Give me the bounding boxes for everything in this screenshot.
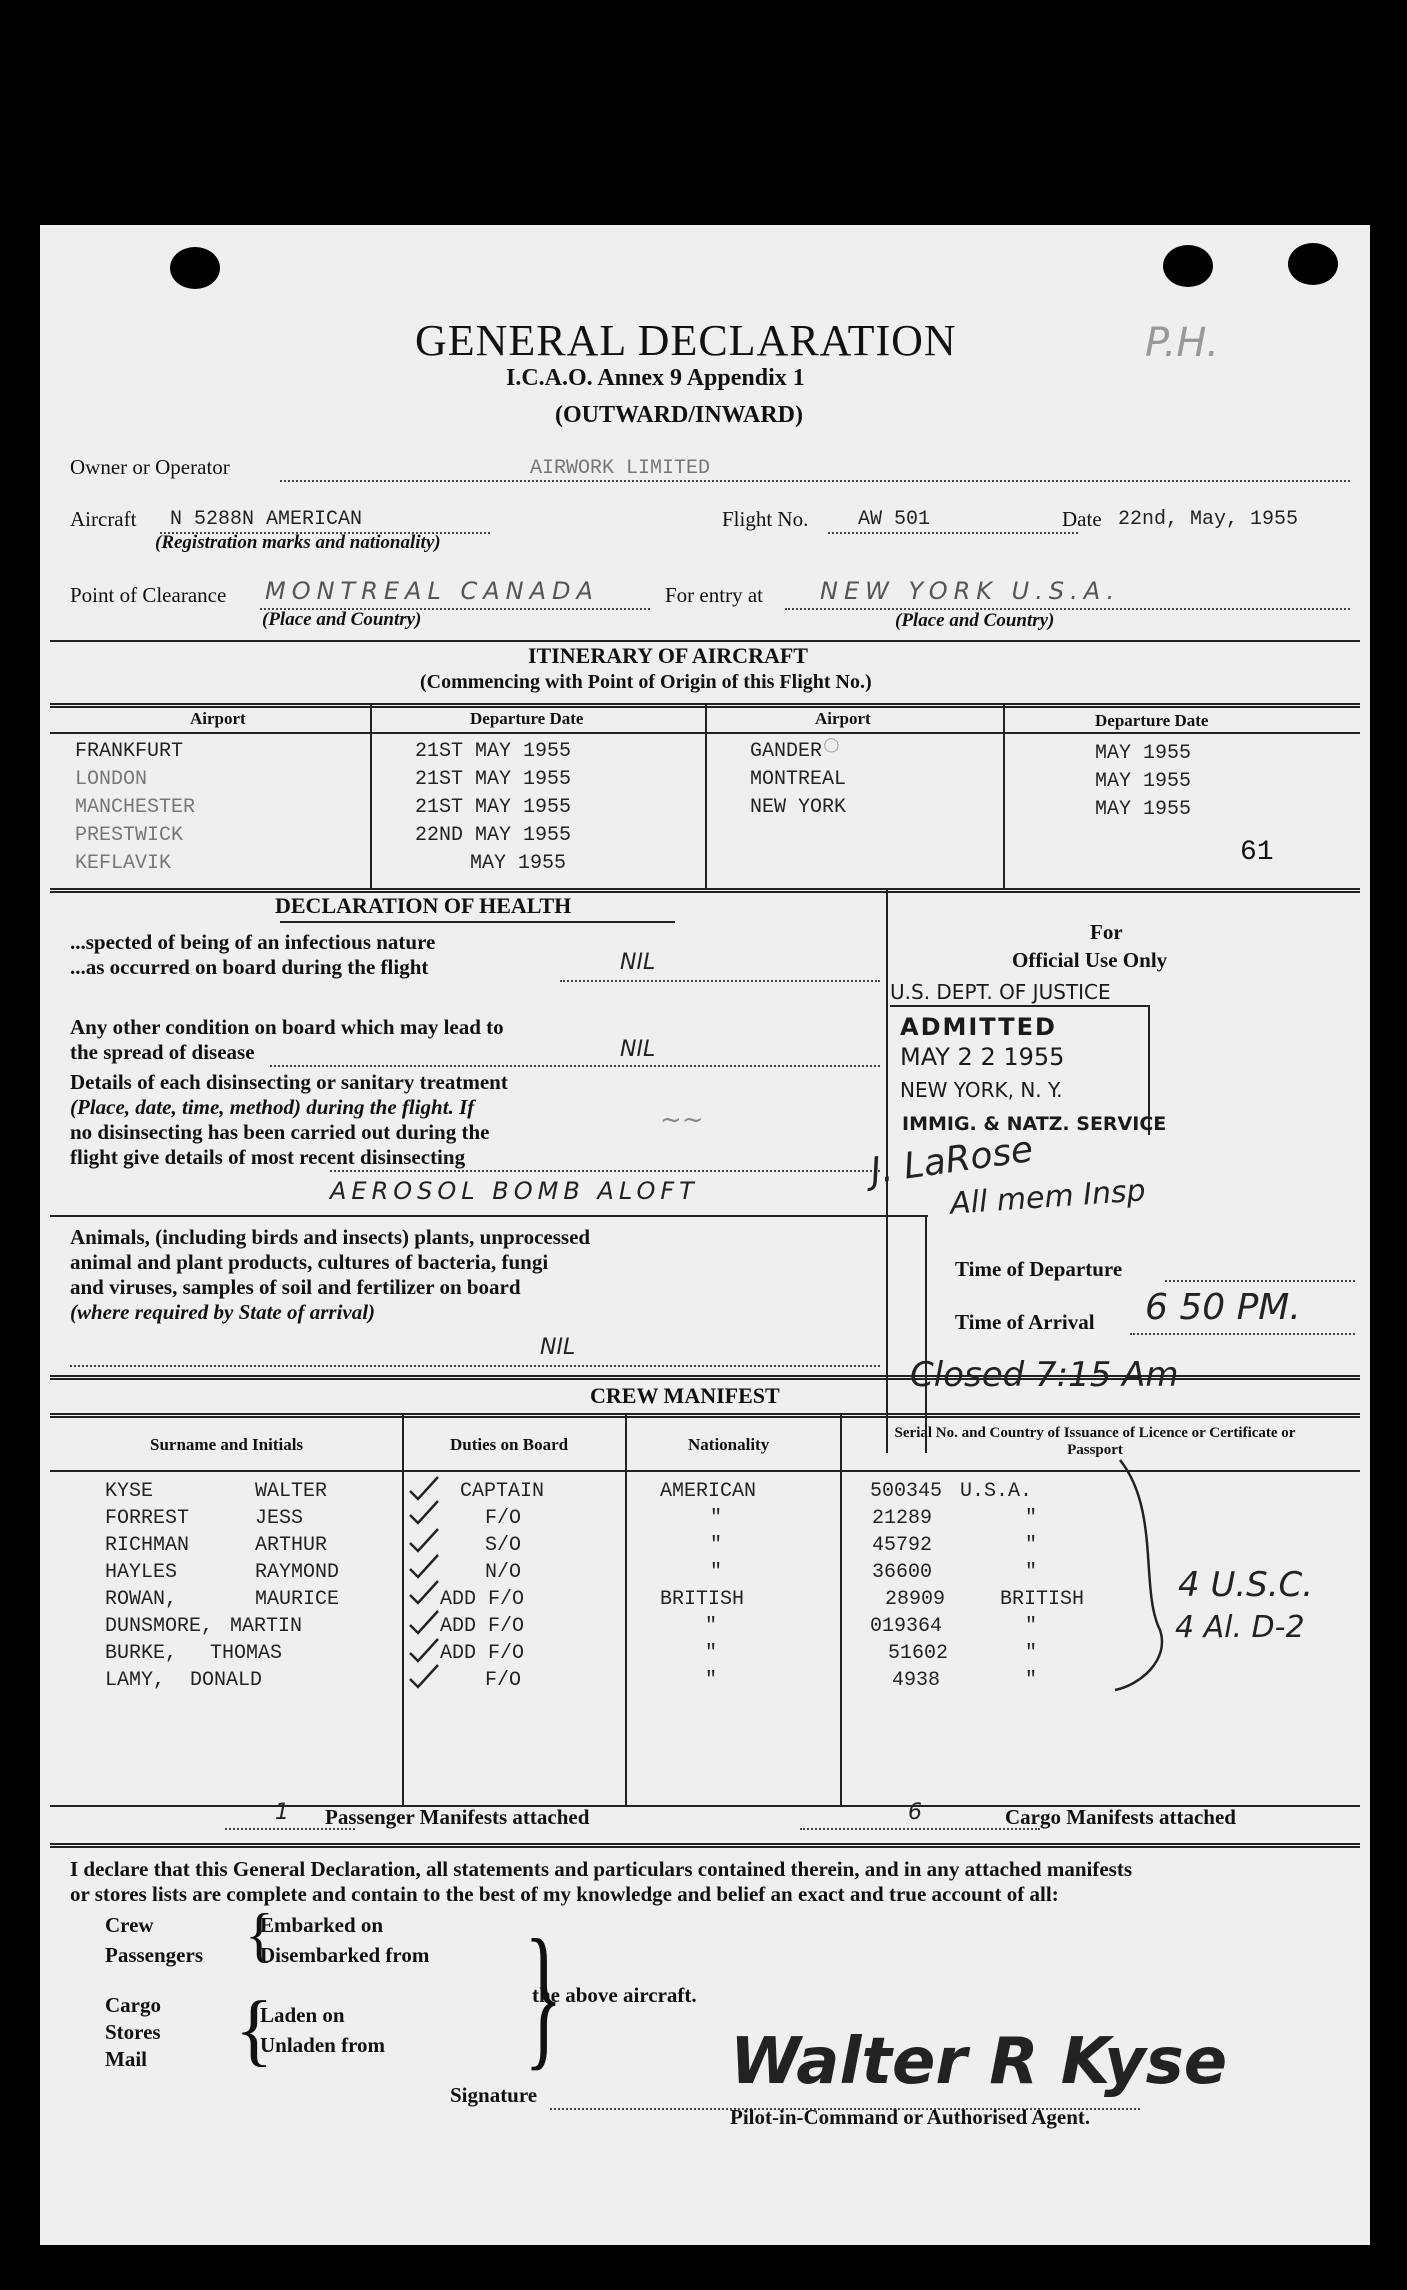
entry-caption: (Place and Country) bbox=[895, 610, 1055, 631]
crew-col-serial: Serial No. and Country of Issuance of Licence or Certificate or Passport bbox=[894, 1425, 1296, 1458]
itinerary-airport: FRANKFURT bbox=[75, 740, 184, 763]
above-aircraft-label: the above aircraft. bbox=[532, 1983, 697, 2007]
punch-hole bbox=[1163, 245, 1213, 287]
crew-duty: F/O bbox=[485, 1507, 522, 1530]
crew-nationality: " bbox=[710, 1534, 723, 1557]
unladen-label: Unladen from bbox=[260, 2033, 386, 2057]
health-q3: Details of each disinsecting or sanitary treatment bbox=[70, 1070, 508, 1094]
punch-hole bbox=[1288, 243, 1338, 285]
signature-label: Signature bbox=[450, 2083, 538, 2107]
crew-initials: MAURICE bbox=[255, 1588, 340, 1611]
crew-country: " bbox=[1025, 1615, 1038, 1638]
crew-nationality: " bbox=[710, 1507, 723, 1530]
itinerary-col-date: Departure Date bbox=[470, 709, 584, 728]
crew-initials: JESS bbox=[255, 1507, 304, 1530]
itinerary-airport: NEW YORK bbox=[750, 796, 847, 819]
crew-surname: FORREST bbox=[105, 1507, 190, 1530]
stores-label: Stores bbox=[105, 2020, 161, 2044]
crew-duty: ADD F/O bbox=[440, 1642, 525, 1665]
health-q3-answer: AEROSOL BOMB ALOFT bbox=[330, 1177, 699, 1205]
cargo-label: Cargo bbox=[105, 1993, 161, 2017]
crew-duty: S/O bbox=[485, 1534, 522, 1557]
flight-label: Flight No. bbox=[722, 507, 809, 531]
crew-serial: 51602 bbox=[888, 1642, 949, 1665]
clearance-value: MONTREAL CANADA bbox=[265, 577, 599, 605]
crew-col-name: Surname and Initials bbox=[150, 1435, 304, 1454]
laden-label: Laden on bbox=[260, 2003, 345, 2027]
date-value: 22nd, May, 1955 bbox=[1118, 508, 1299, 531]
owner-value: AIRWORK LIMITED bbox=[530, 457, 711, 480]
health-q1: ...as occurred on board during the flight bbox=[70, 955, 429, 979]
crew-duty: ADD F/O bbox=[440, 1588, 525, 1611]
page-number: 61 bbox=[1240, 837, 1274, 868]
captain-signature: Walter R Kyse bbox=[730, 2025, 1228, 2099]
official-title: Official Use Only bbox=[1012, 948, 1168, 972]
declaration-form: GENERAL DECLARATION I.C.A.O. Annex 9 Appendix 1 (OUTWARD/INWARD) P.H. Owner or Operator AIRWORK LIMITED Aircraft N 5288N AMERICAN (Registration marks and nationality) Flight No. AW 501 Date 22nd, May, 1955 Point of Clearance MONTREAL CANADA (Place and Country) For entry at NEW YORK U.S.A. (Place and Country) ITINERARY OF AIRCRAFT (Commencing with Point of Origin of this Flight No.) Airport Departure Date Airport Departure Date FRANKFURT 21ST MAY 1955 GANDER MAY 1955 LONDON 21ST MAY 1955 MONTREAL MAY 1955 MANCHESTER 21ST MAY 1955 NEW YORK MAY 1955 PRESTWICK 22ND MAY 1955 KEFLAVIK MAY 1955 61 ◯ DECLARATION OF HEALTH ...spected of being of an infectious nature ...as occurred on board during the flight NIL Any other condition on board which may lead to the spread of disease NIL Details of each disinsecting or sanitary treatment (Place, date, time, method) during the flight. If no disinsecting has been carried out during the flight give details of most recent disinsecting AEROSOL BOMB ALOFT ~~ Animals, (including birds and insects) plants, unprocessed animal and plant products, cultures of bacteria, fungi and viruses, samples of soil and fertilizer on board (where required by State of arrival) NIL For Official Use Only U.S. DEPT. OF JUSTICE ADMITTED MAY 2 2 1955 NEW YORK, N. Y. IMMIG. & NATZ. SERVICE J. LaRose All mem Insp Time of Departure Time of Arrival 6 50 PM. Closed 7:15 Am CREW MANIFEST Surname and Initials Duties on Board Nationality Serial No. and Country of Issuance of Licence or Certificate or Passport KYSE WALTER CAPTAIN AMERICAN 500345 U.S.A. FORREST JESS F/O " 21289 " RICHMAN ARTHUR S/O " 45792 " HAYLES RAYMOND N/O " 36600 " ROWAN, MAURICE ADD F/O BRITISH 28909 BRITISH DUNSMORE, MARTIN ADD F/O " 019364 " BURKE, THOMAS ADD F/O " 51602 " LAMY, DONALD F/O " 4938 " 4 U.S.C. 4 Al. D-2 1 Passenger Manifests attached 6 Cargo Manifests attached I declare that this General Declaration, all statements and particulars contained therein, and in any attached manifests or stores lists are complete and contain to the best of my knowledge and belief an exact and true account of all: Crew Passengers { Embarked on Disembarked from Cargo Stores Mail { Laden on Unladen from } the above aircraft. Signature Walter R Kyse Pilot-in-Command or Authorised Agent. bbox=[40, 225, 1370, 2245]
time-arrival-value: 6 50 PM. bbox=[1145, 1287, 1301, 1328]
crew-surname: BURKE, bbox=[105, 1642, 178, 1665]
closed-note: Closed 7:15 Am bbox=[910, 1355, 1179, 1395]
clearance-caption: (Place and Country) bbox=[262, 609, 422, 630]
itinerary-col-date-2: Departure Date bbox=[1095, 711, 1209, 730]
crew-surname: LAMY, bbox=[105, 1669, 166, 1692]
time-departure-label: Time of Departure bbox=[955, 1257, 1123, 1281]
declaration-text: I declare that this General Declaration, all statements and particulars contained therein, and in any attached manifests bbox=[70, 1857, 1133, 1881]
crew-nationality: " bbox=[705, 1642, 718, 1665]
declaration-text: or stores lists are complete and contain to the best of my knowledge and belief an exact and true account of all: bbox=[70, 1882, 1059, 1906]
crew-serial: 21289 bbox=[872, 1507, 933, 1530]
circular-stamp-icon: ◯ bbox=[820, 734, 843, 757]
itinerary-title: ITINERARY OF AIRCRAFT bbox=[528, 643, 808, 668]
health-q4: (where required by State of arrival) bbox=[70, 1300, 376, 1324]
itinerary-col-airport-2: Airport bbox=[815, 709, 871, 728]
stamp-city: NEW YORK, N. Y. bbox=[900, 1078, 1063, 1102]
embarked-label: Embarked on bbox=[260, 1913, 384, 1937]
crew-surname: RICHMAN bbox=[105, 1534, 190, 1557]
crew-nationality: " bbox=[710, 1561, 723, 1584]
crew-serial: 019364 bbox=[870, 1615, 943, 1638]
aircraft-caption: (Registration marks and nationality) bbox=[155, 532, 441, 553]
stamp-service: IMMIG. & NATZ. SERVICE bbox=[902, 1113, 1167, 1135]
health-q3: no disinsecting has been carried out during the bbox=[70, 1120, 490, 1144]
time-arrival-label: Time of Arrival bbox=[955, 1310, 1095, 1334]
form-subtitle: I.C.A.O. Annex 9 Appendix 1 bbox=[506, 365, 805, 391]
stamp-admitted: ADMITTED bbox=[900, 1013, 1057, 1041]
crew-country: U.S.A. bbox=[960, 1480, 1033, 1503]
crew-initials: THOMAS bbox=[210, 1642, 283, 1665]
crew-duty: ADD F/O bbox=[440, 1615, 525, 1638]
itinerary-date: 21ST MAY 1955 bbox=[415, 768, 572, 791]
official-title: For bbox=[1090, 920, 1123, 944]
initials-mark: ~~ bbox=[660, 1105, 704, 1135]
passengers-label: Passengers bbox=[105, 1943, 203, 1967]
cargo-manifest-label: Cargo Manifests attached bbox=[1005, 1805, 1236, 1829]
itinerary-col-airport: Airport bbox=[190, 709, 246, 728]
itinerary-date: MAY 1955 bbox=[470, 852, 567, 875]
itinerary-date: 22ND MAY 1955 bbox=[415, 824, 572, 847]
crew-initials: ARTHUR bbox=[255, 1534, 328, 1557]
crew-duty: N/O bbox=[485, 1561, 522, 1584]
health-q3: (Place, date, time, method) during the flight. If bbox=[70, 1095, 475, 1119]
margin-note: 4 U.S.C. bbox=[1178, 1565, 1314, 1605]
crew-country: " bbox=[1025, 1507, 1038, 1530]
mail-label: Mail bbox=[105, 2047, 147, 2071]
entry-label: For entry at bbox=[665, 583, 763, 607]
flight-value: AW 501 bbox=[858, 508, 931, 531]
itinerary-airport: GANDER bbox=[750, 740, 823, 763]
itinerary-airport: KEFLAVIK bbox=[75, 852, 172, 875]
form-direction: (OUTWARD/INWARD) bbox=[555, 402, 804, 428]
crew-duty: F/O bbox=[485, 1669, 522, 1692]
health-q2: the spread of disease bbox=[70, 1040, 255, 1064]
crew-initials: WALTER bbox=[255, 1480, 328, 1503]
crew-title: CREW MANIFEST bbox=[590, 1383, 780, 1408]
margin-mark: P.H. bbox=[1145, 320, 1220, 366]
crew-duty: CAPTAIN bbox=[460, 1480, 545, 1503]
itinerary-date: MAY 1955 bbox=[1095, 770, 1192, 793]
crew-nationality: AMERICAN bbox=[660, 1480, 757, 1503]
crew-serial: 500345 bbox=[870, 1480, 943, 1503]
itinerary-subtitle: (Commencing with Point of Origin of this Flight No.) bbox=[420, 671, 872, 693]
stamp-dept: U.S. DEPT. OF JUSTICE bbox=[890, 980, 1111, 1004]
crew-nationality: BRITISH bbox=[660, 1588, 745, 1611]
health-q1-answer: NIL bbox=[620, 950, 656, 975]
crew-surname: ROWAN, bbox=[105, 1588, 178, 1611]
itinerary-airport: MANCHESTER bbox=[75, 796, 196, 819]
punch-hole bbox=[170, 247, 220, 289]
entry-value: NEW YORK U.S.A. bbox=[820, 577, 1121, 605]
health-q4: and viruses, samples of soil and fertilizer on board bbox=[70, 1275, 521, 1299]
health-q3: flight give details of most recent disinsecting bbox=[70, 1145, 466, 1169]
aircraft-value: N 5288N AMERICAN bbox=[170, 508, 363, 531]
crew-serial: 36600 bbox=[872, 1561, 933, 1584]
crew-surname: DUNSMORE, bbox=[105, 1615, 214, 1638]
health-q1: ...spected of being of an infectious nature bbox=[70, 930, 436, 954]
itinerary-date: MAY 1955 bbox=[1095, 742, 1192, 765]
itinerary-date: 21ST MAY 1955 bbox=[415, 796, 572, 819]
check-marks bbox=[400, 1465, 460, 1705]
itinerary-airport: MONTREAL bbox=[750, 768, 847, 791]
inspector-signature: J. LaRose bbox=[867, 1128, 1036, 1193]
clearance-label: Point of Clearance bbox=[70, 583, 227, 607]
inspector-note: All mem Insp bbox=[949, 1173, 1147, 1222]
handwritten-bracket bbox=[1100, 1450, 1190, 1700]
crew-serial: 45792 bbox=[872, 1534, 933, 1557]
health-q4: Animals, (including birds and insects) plants, unprocessed bbox=[70, 1225, 591, 1249]
disembarked-label: Disembarked from bbox=[260, 1943, 430, 1967]
crew-initials: DONALD bbox=[190, 1669, 263, 1692]
itinerary-airport: PRESTWICK bbox=[75, 824, 184, 847]
crew-col-duties: Duties on Board bbox=[450, 1435, 569, 1454]
cargo-manifest-count: 6 bbox=[908, 1800, 922, 1825]
aircraft-label: Aircraft bbox=[70, 507, 137, 531]
owner-label: Owner or Operator bbox=[70, 455, 230, 479]
health-q2-answer: NIL bbox=[620, 1037, 656, 1062]
margin-note: 4 Al. D-2 bbox=[1175, 1610, 1305, 1645]
crew-initials: MARTIN bbox=[230, 1615, 303, 1638]
health-q4-answer: NIL bbox=[540, 1335, 576, 1360]
crew-nationality: " bbox=[705, 1615, 718, 1638]
crew-country: " bbox=[1025, 1642, 1038, 1665]
crew-serial: 28909 bbox=[885, 1588, 946, 1611]
date-label: Date bbox=[1062, 507, 1102, 531]
crew-country: " bbox=[1025, 1669, 1038, 1692]
crew-country: " bbox=[1025, 1561, 1038, 1584]
crew-initials: RAYMOND bbox=[255, 1561, 340, 1584]
health-q2: Any other condition on board which may lead to bbox=[70, 1015, 504, 1039]
crew-country: " bbox=[1025, 1534, 1038, 1557]
signature-caption: Pilot-in-Command or Authorised Agent. bbox=[730, 2105, 1091, 2129]
crew-surname: HAYLES bbox=[105, 1561, 178, 1584]
passenger-manifest-label: Passenger Manifests attached bbox=[325, 1805, 590, 1829]
crew-surname: KYSE bbox=[105, 1480, 154, 1503]
stamp-date: MAY 2 2 1955 bbox=[900, 1043, 1065, 1071]
crew-label: Crew bbox=[105, 1913, 154, 1937]
itinerary-airport: LONDON bbox=[75, 768, 148, 791]
passenger-manifest-count: 1 bbox=[275, 1800, 289, 1825]
crew-nationality: " bbox=[705, 1669, 718, 1692]
itinerary-date: 21ST MAY 1955 bbox=[415, 740, 572, 763]
crew-serial: 4938 bbox=[892, 1669, 941, 1692]
crew-col-nationality: Nationality bbox=[688, 1435, 770, 1454]
crew-country: BRITISH bbox=[1000, 1588, 1085, 1611]
form-title: GENERAL DECLARATION bbox=[415, 316, 957, 365]
health-title: DECLARATION OF HEALTH bbox=[275, 893, 572, 918]
itinerary-date: MAY 1955 bbox=[1095, 798, 1192, 821]
health-q4: animal and plant products, cultures of bacteria, fungi bbox=[70, 1250, 549, 1274]
